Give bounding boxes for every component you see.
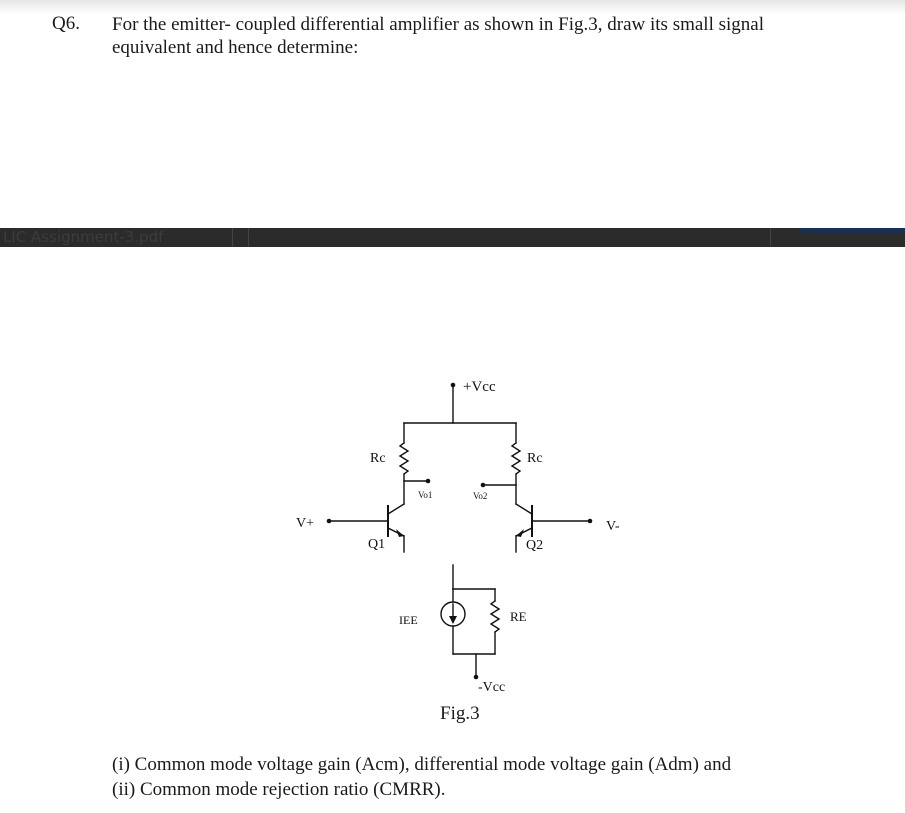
vo1-node — [426, 479, 431, 484]
sub-questions — [112, 752, 731, 802]
part-i: (i) Common mode voltage gain (Acm), differential mode voltage gain (Adm) and — [112, 754, 732, 775]
v-plus-label: V+ — [296, 516, 315, 531]
vo1-label: Vo1 — [418, 490, 433, 500]
pdf-filename[interactable]: LIC Assignment-3.pdf — [3, 228, 164, 246]
vcc-node — [451, 383, 456, 388]
rc-right-resistor — [512, 443, 520, 474]
vo2-node — [481, 483, 486, 488]
vcc-pos-label: +Vcc — [463, 379, 496, 395]
question-line-1: For the emitter- coupled differential amplifier as shown in Fig.3, draw its small signal — [112, 14, 764, 35]
re-label: RE — [510, 609, 527, 624]
q1-collector — [388, 504, 404, 514]
question-line-2: equivalent and hence determine: — [112, 37, 359, 58]
q1-label: Q1 — [368, 537, 386, 552]
re-resistor — [491, 601, 499, 632]
figure-caption: Fig.3 — [440, 703, 480, 724]
part-ii: (ii) Common mode rejection ratio (CMRR). — [112, 779, 446, 800]
question-number: Q6. — [52, 13, 80, 34]
vo2-label: Vo2 — [473, 491, 488, 501]
vee-node — [474, 675, 479, 680]
vminus-node — [588, 519, 593, 524]
v-minus-label: V- — [606, 519, 620, 534]
rc-left-label: Rc — [370, 451, 386, 466]
iee-label: IEE — [399, 613, 418, 627]
vplus-node — [327, 519, 332, 524]
q2-collector — [516, 504, 532, 514]
vcc-neg-label: -Vcc — [478, 680, 506, 695]
rc-left-resistor — [400, 443, 408, 474]
q2-label: Q2 — [526, 538, 544, 553]
rc-right-label: Rc — [527, 451, 543, 466]
